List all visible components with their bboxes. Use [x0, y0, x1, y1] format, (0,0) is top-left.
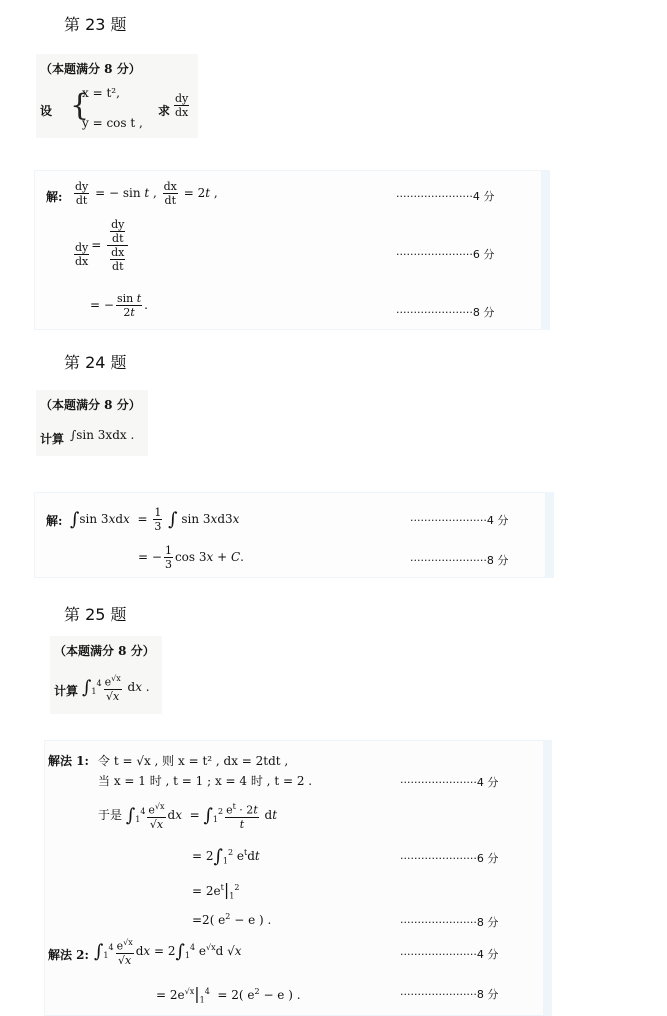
step-1: $\frac{dy}{dt}$ = − sin t , $\frac{dx}{dt}$ = 2t , [75, 180, 218, 207]
score-step-6: ······················8 分 [400, 916, 499, 929]
score-step-2: ······················6 分 [396, 248, 495, 261]
step-1: ∫sin 3xdx = $\frac{1}{3}$ ∫ sin 3xd3x [70, 506, 240, 533]
question-24-prompt [36, 390, 148, 456]
question-23-prompt [36, 54, 198, 138]
prompt-ask: 求 [158, 104, 171, 118]
step-2: = − $\frac{1}{3}$ cos 3x + C. [138, 544, 244, 571]
frac-num: dy [175, 92, 189, 105]
frac-den: dx [175, 106, 189, 119]
question-24-title: 第 24 题 [64, 353, 127, 372]
score-step-2: ······················4 分 [400, 776, 499, 789]
prompt-expr: ∫sin 3xdx . [70, 428, 135, 442]
brace-icon: { [70, 88, 90, 123]
prompt-lead: 计算 [54, 684, 79, 698]
step-4: = $2\int_1^2$ $e^tdt$ [192, 846, 260, 867]
step-2: 当 x = 1 时 , t = 1 ; x = 4 时 , t = 2 . [98, 774, 313, 788]
prompt-lead: 计算 [40, 432, 65, 446]
question-23-solution [34, 170, 550, 330]
points-note: （本题满分 8 分） [40, 62, 141, 76]
question-24-solution [34, 492, 554, 578]
score-step-7: ······················4 分 [400, 948, 499, 961]
score-step-3: ······················8 分 [396, 306, 495, 319]
system-eq-2: y = cos t , [82, 116, 143, 130]
score-step-2: ······················8 分 [410, 554, 509, 567]
points-note: （本题满分 8 分） [54, 644, 155, 658]
step-8: = $2e^{√x}|_1^4 = 2$( $e^2 - e$ ) . [156, 984, 301, 1005]
question-23-title: 第 23 题 [64, 15, 127, 34]
points-note: （本题满分 8 分） [40, 398, 141, 412]
question-25-solution [44, 740, 552, 1016]
step-2: $\frac{dy}{dx}$ = $\frac{\frac{dy}{dt}}{\frac{dx}{dt}}$ [72, 218, 130, 273]
score-step-8: ······················8 分 [400, 988, 499, 1001]
prompt-expr: $\int_1^4$ $\frac{e^{√x}}{√x}$ dx . [82, 674, 150, 703]
target-derivative [172, 92, 191, 119]
score-step-1: ······················4 分 [396, 190, 495, 203]
step-1: 令 t = √x , 则 x = t² , dx = 2tdt , [98, 754, 289, 768]
method-1-label: 解法 1: [48, 754, 89, 768]
step-3: 于是 $\int_1^4$ $\frac{e^{√x}}{√x}$ dx = $\int_1^2$ $\frac{e^t \cdot 2t}{t}$ dt [98, 802, 278, 831]
prompt-lead: 设 [40, 104, 53, 118]
solution-label: 解: [46, 190, 63, 204]
system-eq-1: x = t², [82, 86, 120, 100]
step-5: = $2e^t|_1^2$ [192, 880, 240, 901]
score-step-1: ······················4 分 [410, 514, 509, 527]
method-2-label: 解法 2: [48, 948, 89, 962]
question-25-prompt [50, 636, 162, 714]
question-25-title: 第 25 题 [64, 605, 127, 624]
solution-label: 解: [46, 514, 63, 528]
step-6: =2( $e^2 - e$ ) . [192, 912, 272, 927]
step-3: = − $\frac{\text{sin t}}{2t}$ . [90, 292, 148, 319]
step-7: $\int_1^4$ $\frac{e^{√x}}{√x}$ dx = $2\int_1^4$ $e^{√x}d$ √x [94, 938, 242, 967]
score-step-4: ······················6 分 [400, 852, 499, 865]
